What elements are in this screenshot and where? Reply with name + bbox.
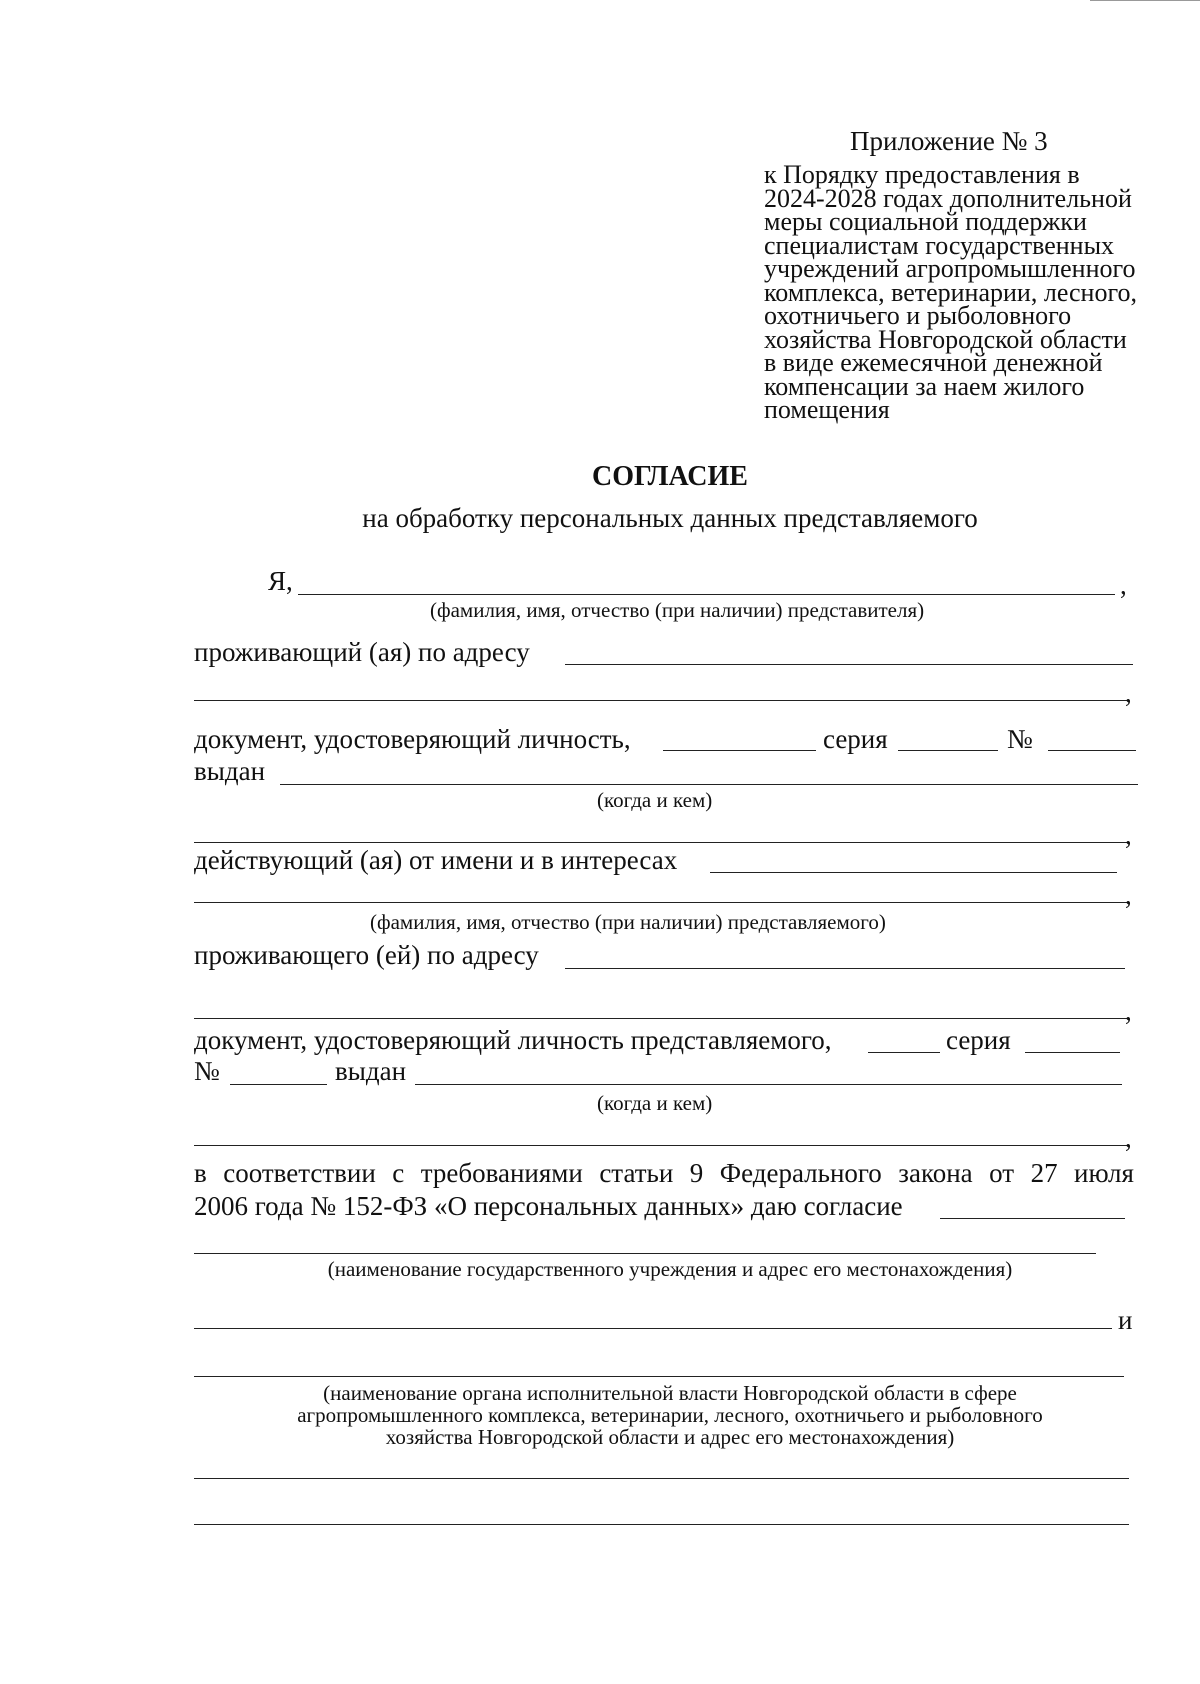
comma: , xyxy=(1125,996,1132,1026)
represented-issued-by-field-2[interactable] xyxy=(194,1145,1129,1146)
consent-word: соответствии xyxy=(223,1158,376,1188)
id-doc-label: документ, удостоверяющий личность, xyxy=(194,724,631,754)
represented-address-field[interactable] xyxy=(565,968,1125,969)
and-word: и xyxy=(1118,1305,1133,1335)
annex-description xyxy=(764,160,1164,424)
rep-address-field[interactable] xyxy=(565,664,1133,665)
annex-line: охотничьего и рыболовного xyxy=(764,301,1072,330)
acting-label: действующий (ая) от имени и в интересах xyxy=(194,845,678,875)
annex-line: в виде ежемесячной денежной xyxy=(764,348,1103,377)
annex-line: учреждений агропромышленного xyxy=(764,254,1136,283)
comma: , xyxy=(1125,1123,1132,1153)
issued-by-field-2[interactable] xyxy=(194,842,1129,843)
when-by-whom-hint: (когда и кем) xyxy=(597,1091,713,1115)
consent-word: статьи xyxy=(599,1158,674,1188)
rep-address-field-2[interactable] xyxy=(194,700,1129,701)
annex-line: к Порядку предоставления в xyxy=(764,160,1080,189)
blank-line-2[interactable] xyxy=(194,1524,1129,1525)
issued-label: выдан xyxy=(335,1056,407,1086)
annex-line: помещения xyxy=(764,395,890,424)
represented-doc-number-field[interactable] xyxy=(230,1084,327,1085)
number-sign: № xyxy=(194,1056,220,1086)
comma: , xyxy=(1120,570,1127,600)
representative-name-hint: (фамилия, имя, отчество (при наличии) представителя) xyxy=(430,598,925,622)
annex-line: специалистам государственных xyxy=(764,230,1115,260)
residing-represented-label: проживающего (ей) по адресу xyxy=(194,940,539,970)
representative-name-field[interactable] xyxy=(298,594,1115,595)
authority-field[interactable] xyxy=(194,1328,1112,1329)
consent-text-line-1 xyxy=(194,1160,1134,1187)
consent-word: от xyxy=(989,1158,1015,1188)
comma: , xyxy=(1125,678,1132,708)
consent-text-line-2: 2006 года № 152-ФЗ «О персональных данных» даю согласие xyxy=(194,1191,903,1221)
comma: , xyxy=(1125,820,1132,850)
represented-doc-type-field[interactable] xyxy=(868,1052,940,1053)
series-label: серия xyxy=(823,724,888,754)
document-title: СОГЛАСИЕ xyxy=(592,461,748,492)
represented-series-field[interactable] xyxy=(1025,1052,1120,1053)
authority-hint xyxy=(200,1382,1140,1448)
id-doc-represented-label: документ, удостоверяющий личность представляемого, xyxy=(194,1025,832,1055)
series-field[interactable] xyxy=(898,750,998,751)
number-sign: № xyxy=(1007,724,1033,754)
represented-name-field[interactable] xyxy=(710,872,1117,873)
consent-word: Федерального xyxy=(719,1158,882,1188)
authority-hint-line: хозяйства Новгородской области и адрес его местонахождения) xyxy=(385,1425,955,1449)
document-subtitle: на обработку персональных данных представляемого xyxy=(362,503,978,533)
doc-number-field[interactable] xyxy=(1048,750,1136,751)
series-label: серия xyxy=(946,1025,1011,1055)
issued-label: выдан xyxy=(194,756,266,786)
consent-word: с xyxy=(392,1158,405,1188)
consent-word: 27 xyxy=(1030,1158,1058,1188)
id-doc-type-field[interactable] xyxy=(663,750,816,751)
annex-line: меры социальной поддержки xyxy=(764,207,1087,236)
represented-address-field-2[interactable] xyxy=(194,1018,1129,1019)
institution-field[interactable] xyxy=(940,1218,1125,1219)
scan-edge-line xyxy=(1090,0,1200,1)
consent-word: 9 xyxy=(689,1158,704,1188)
represented-issued-by-field[interactable] xyxy=(415,1084,1122,1085)
issued-by-field[interactable] xyxy=(280,784,1138,785)
authority-field-2[interactable] xyxy=(194,1376,1124,1377)
annex-line: 2024-2028 годах дополнительной xyxy=(764,183,1132,213)
consent-word: требованиями xyxy=(420,1158,583,1188)
consent-word: июля xyxy=(1074,1158,1134,1188)
residing-rep-label: проживающий (ая) по адресу xyxy=(194,637,530,667)
represented-name-hint: (фамилия, имя, отчество (при наличии) представляемого) xyxy=(370,910,886,934)
represented-name-field-2[interactable] xyxy=(194,902,1129,903)
consent-word: в xyxy=(194,1158,207,1188)
annex-line: комплекса, ветеринарии, лесного, xyxy=(764,277,1137,307)
annex-number: Приложение № 3 xyxy=(850,126,1048,156)
when-by-whom-hint: (когда и кем) xyxy=(597,788,713,812)
annex-line: хозяйства Новгородской области xyxy=(764,324,1127,354)
i-label: Я, xyxy=(268,566,293,596)
institution-hint: (наименование государственного учреждения и адрес его местонахождения) xyxy=(327,1257,1013,1281)
institution-field-2[interactable] xyxy=(194,1253,1096,1254)
blank-line-1[interactable] xyxy=(194,1478,1129,1479)
consent-word: закона xyxy=(898,1158,973,1188)
comma: , xyxy=(1125,880,1132,910)
annex-line: компенсации за наем жилого xyxy=(764,371,1085,401)
authority-hint-line: (наименование органа исполнительной власти Новгородской области в сфере xyxy=(323,1381,1017,1405)
authority-hint-line: агропромышленного комплекса, ветеринарии, лесного, охотничьего и рыболовного xyxy=(297,1403,1043,1427)
